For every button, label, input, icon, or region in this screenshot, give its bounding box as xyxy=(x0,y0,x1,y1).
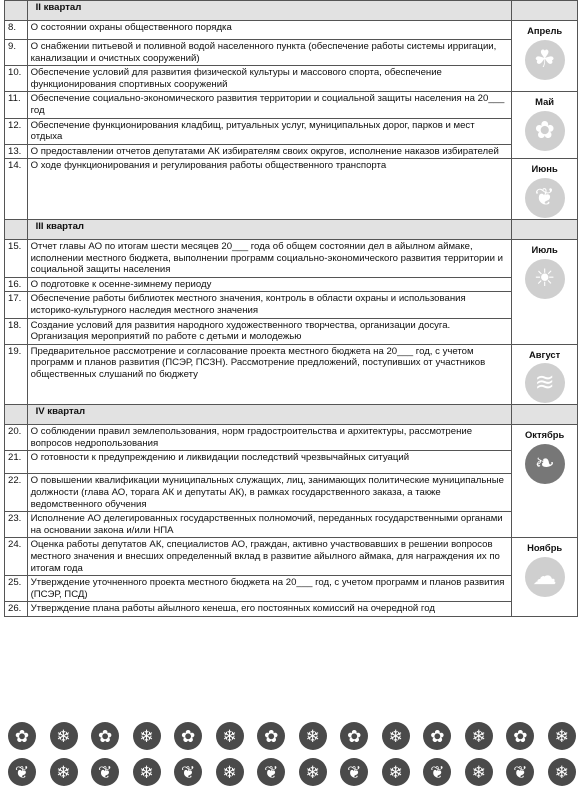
month-june: Июнь ❦ xyxy=(512,159,578,220)
snowflake-icon: ❄ xyxy=(50,722,78,750)
month-november: Ноябрь ☁ xyxy=(512,538,578,617)
leaf-icon: ❦ xyxy=(8,758,36,786)
leaf-icon: ❦ xyxy=(340,758,368,786)
table-row: 12. Обеспечение функционирования кладбищ, ритуальных услуг, муниципальных дорог, парков и мест отдыха xyxy=(5,118,578,144)
table-row: 23. Исполнение АО делегированных государственных полномочий, переданных государственными органами на основании закона и/или НПА xyxy=(5,512,578,538)
month-october: Октябрь ❧ xyxy=(512,425,578,538)
flower-icon: ✿ xyxy=(423,722,451,750)
table-row: 22. О повышении квалификации муниципальных служащих, лиц, занимающих политические муниципальные должности (глава АО, торага АК и депутаты АК), в рамках государственного заказа, а также ведомственного обучения xyxy=(5,474,578,512)
table-row: 17. Обеспечение работы библиотек местного значения, контроль в области охраны и использования историко-культурного наследия местного значения xyxy=(5,292,578,318)
snowflake-icon: ❄ xyxy=(548,722,576,750)
table-row: 11. Обеспечение социально-экономического развития территории и социальной защиты населения на 20___ год Май ✿ xyxy=(5,92,578,118)
snowflake-icon: ❄ xyxy=(465,758,493,786)
table-row: 21. О готовности к предупреждению и ликвидации последствий чрезвычайных ситуаций xyxy=(5,451,578,474)
table-row: 24. Оценка работы депутатов АК, специалистов АО, граждан, активно участвовавших в решении вопросов местного значения и внесших определенный вклад в развитие айылного аймака, для награждения их по итогам года Ноябрь ☁ xyxy=(5,538,578,576)
icon-row-bottom xyxy=(8,758,576,786)
snowflake-icon: ❄ xyxy=(133,722,161,750)
butterfly-icon: ❦ xyxy=(525,178,565,218)
quarter-title: II квартал xyxy=(27,1,512,21)
table-row: 25. Утверждение уточненного проекта местного бюджета на 20___ год, с учетом программ и планов развития (ПСЭР, ПСД) xyxy=(5,576,578,602)
leaf-icon: ❦ xyxy=(257,758,285,786)
tulip-icon: ✿ xyxy=(525,111,565,151)
flower-icon: ✿ xyxy=(257,722,285,750)
table-row: 19. Предварительное рассмотрение и согласование проекта местного бюджета на 20___ год, с учетом программ и планов развития (ПСЭР, ПСЗН). Рассмотрение предложений, поступивших от участников общественных слушаний по бюджету Август ≋ xyxy=(5,344,578,405)
snowflake-icon: ❄ xyxy=(299,722,327,750)
month-july: Июль ☀ xyxy=(512,239,578,344)
quarter-header-3 xyxy=(5,219,578,239)
table-row: 10. Обеспечение условий для развития физической культуры и массового спорта, обеспечение функционирования спортивных сооружений xyxy=(5,66,578,92)
flower-icon: ✿ xyxy=(8,722,36,750)
waves-icon: ≋ xyxy=(525,363,565,403)
snowflake-icon: ❄ xyxy=(465,722,493,750)
flower-icon: ✿ xyxy=(91,722,119,750)
leaf-icon: ❦ xyxy=(423,758,451,786)
flower-icon: ✿ xyxy=(506,722,534,750)
quarter-title: IV квартал xyxy=(27,405,512,425)
table-row: 18. Создание условий для развития народного художественного творчества, организации досуга. Организация мероприятий по работе с детьми и молодежью xyxy=(5,318,578,344)
table-row: 15. Отчет главы АО по итогам шести месяцев 20___ года об общем состоянии дел в айылном аймаке, исполнении местного бюджета, выполнении программ социально-экономического развития территории и социальной защиты населения Июль ☀ xyxy=(5,239,578,277)
table-row: 14. О ходе функционирования и регулирования работы общественного транспорта Июнь ❦ xyxy=(5,159,578,220)
plan-table xyxy=(4,0,578,617)
snowflake-icon: ❄ xyxy=(216,758,244,786)
leaf-icon: ❦ xyxy=(91,758,119,786)
rain-cloud-icon: ☁ xyxy=(525,557,565,597)
table-row: 16. О подготовке к осенне-зимнему периоду xyxy=(5,277,578,292)
quarter-title: III квартал xyxy=(27,219,512,239)
table-row: 20. О соблюдении правил землепользования, норм градостроительства и архитектуры, рассмотрение вопросов недропользования Октябрь ❧ xyxy=(5,425,578,451)
month-may: Май ✿ xyxy=(512,92,578,159)
leaf-icon: ❦ xyxy=(506,758,534,786)
snowflake-icon: ❄ xyxy=(548,758,576,786)
table-row: 9. О снабжении питьевой и поливной водой населенного пункта (обеспечение работы системы ирригации, канализации и очистных сооружений) xyxy=(5,40,578,66)
snowflake-icon: ❄ xyxy=(216,722,244,750)
icon-row-top xyxy=(8,722,576,750)
month-august: Август ≋ xyxy=(512,344,578,405)
sun-icon: ☀ xyxy=(525,259,565,299)
snowflake-icon: ❄ xyxy=(50,758,78,786)
flower-icon: ✿ xyxy=(340,722,368,750)
maple-leaf-icon: ❧ xyxy=(525,444,565,484)
flower-icon: ✿ xyxy=(174,722,202,750)
sprout-icon: ☘ xyxy=(525,40,565,80)
leaf-icon: ❦ xyxy=(174,758,202,786)
decorative-icon-strip xyxy=(8,722,576,794)
month-april: Апрель ☘ xyxy=(512,21,578,92)
table-row: 8. О состоянии охраны общественного порядка Апрель ☘ xyxy=(5,21,578,40)
quarter-header-4 xyxy=(5,405,578,425)
table-row: 26. Утверждение плана работы айылного кенеша, его постоянных комиссий на очередной год xyxy=(5,602,578,617)
snowflake-icon: ❄ xyxy=(133,758,161,786)
quarter-header-2 xyxy=(5,1,578,21)
snowflake-icon: ❄ xyxy=(299,758,327,786)
snowflake-icon: ❄ xyxy=(382,722,410,750)
table-row: 13. О предоставлении отчетов депутатами АК избирателям своих округов, исполнение наказов избирателей xyxy=(5,144,578,159)
snowflake-icon: ❄ xyxy=(382,758,410,786)
